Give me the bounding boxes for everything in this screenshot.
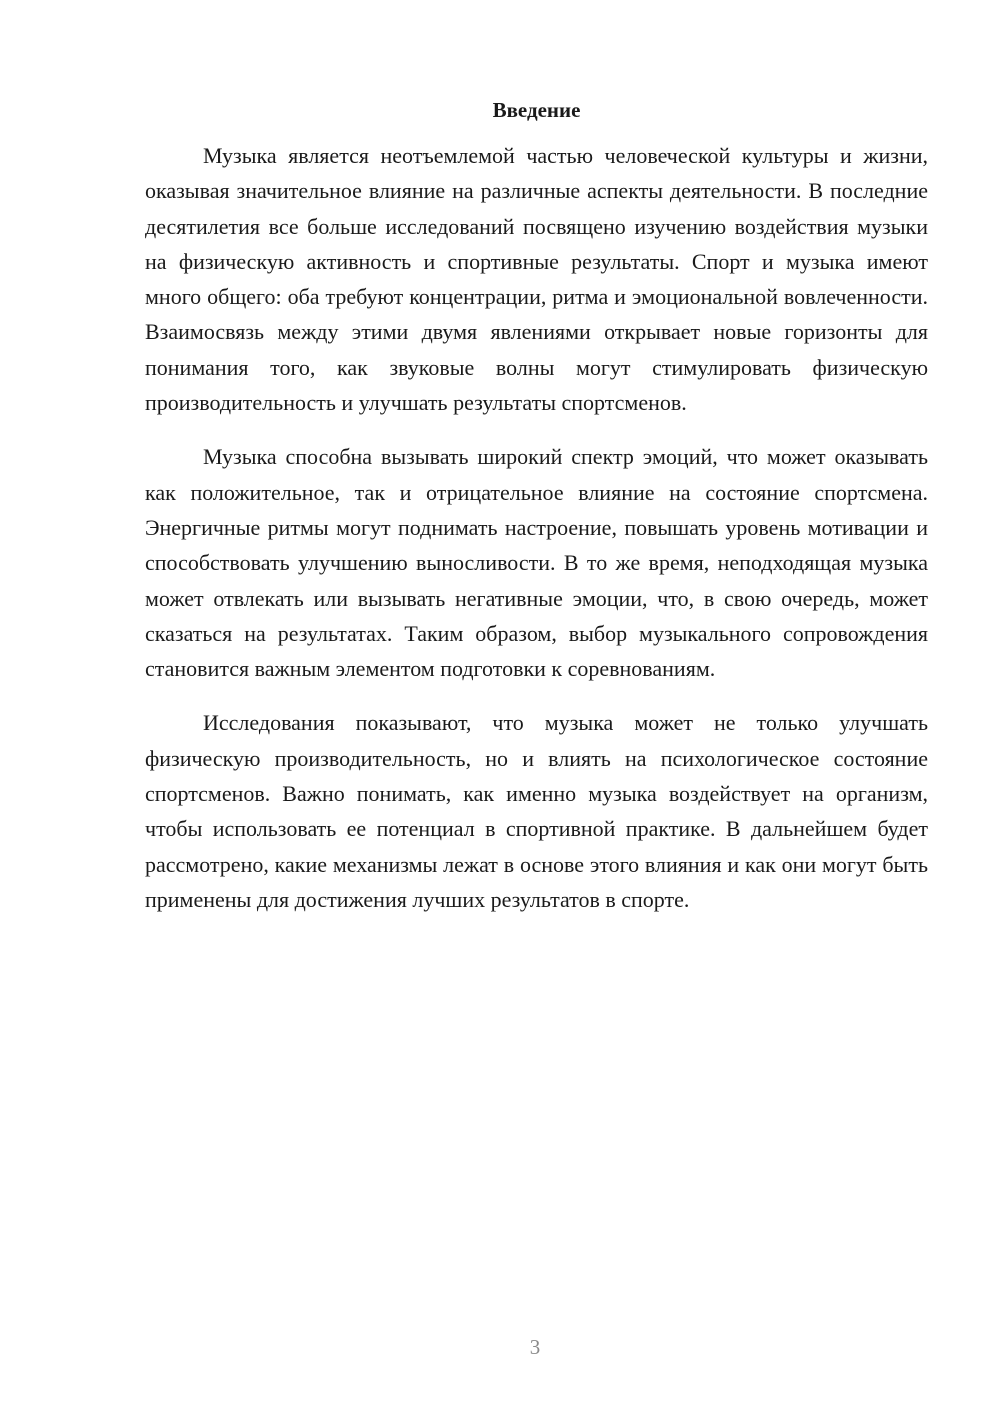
paragraph-3: Исследования показывают, что музыка может не только улучшать физическую производительность, но и влиять на психологическое состояние спортсменов. Важно понимать, как именно музыка воздействует на организм, чтобы использовать ее потенциал в спортивной практике. В дальнейшем будет рассмотрено, какие механизмы лежат в основе этого влияния и как они могут быть применены для достижения лучших результатов в спорте.: [145, 710, 928, 912]
page-number: 3: [529, 1335, 541, 1359]
paragraph-1: Музыка является неотъемлемой частью человеческой культуры и жизни, оказывая значительное влияние на различные аспекты деятельности. В последние десятилетия все больше исследований посвящено изучению воздействия музыки на физическую активность и спортивные результаты. Спорт и музыка имеют много общего: оба требуют концентрации, ритма и эмоциональной вовлеченности. Взаимосвязь между этими двумя явлениями открывает новые горизонты для понимания того, как звуковые волны могут стимулировать физическую производительность и улучшать результаты спортсменов.: [145, 143, 928, 416]
page-content: [145, 92, 928, 936]
paragraph-2: Музыка способна вызывать широкий спектр эмоций, что может оказывать как положительное, так и отрицательное влияние на состояние спортсмена. Энергичные ритмы могут поднимать настроение, повышать уровень мотивации и способствовать улучшению выносливости. В то же время, неподходящая музыка может отвлекать или вызывать негативные эмоции, что, в свою очередь, может сказаться на результатах. Таким образом, выбор музыкального сопровождения становится важным элементом подготовки к соревнованиям.: [145, 444, 928, 682]
section-heading: Введение: [492, 98, 581, 122]
